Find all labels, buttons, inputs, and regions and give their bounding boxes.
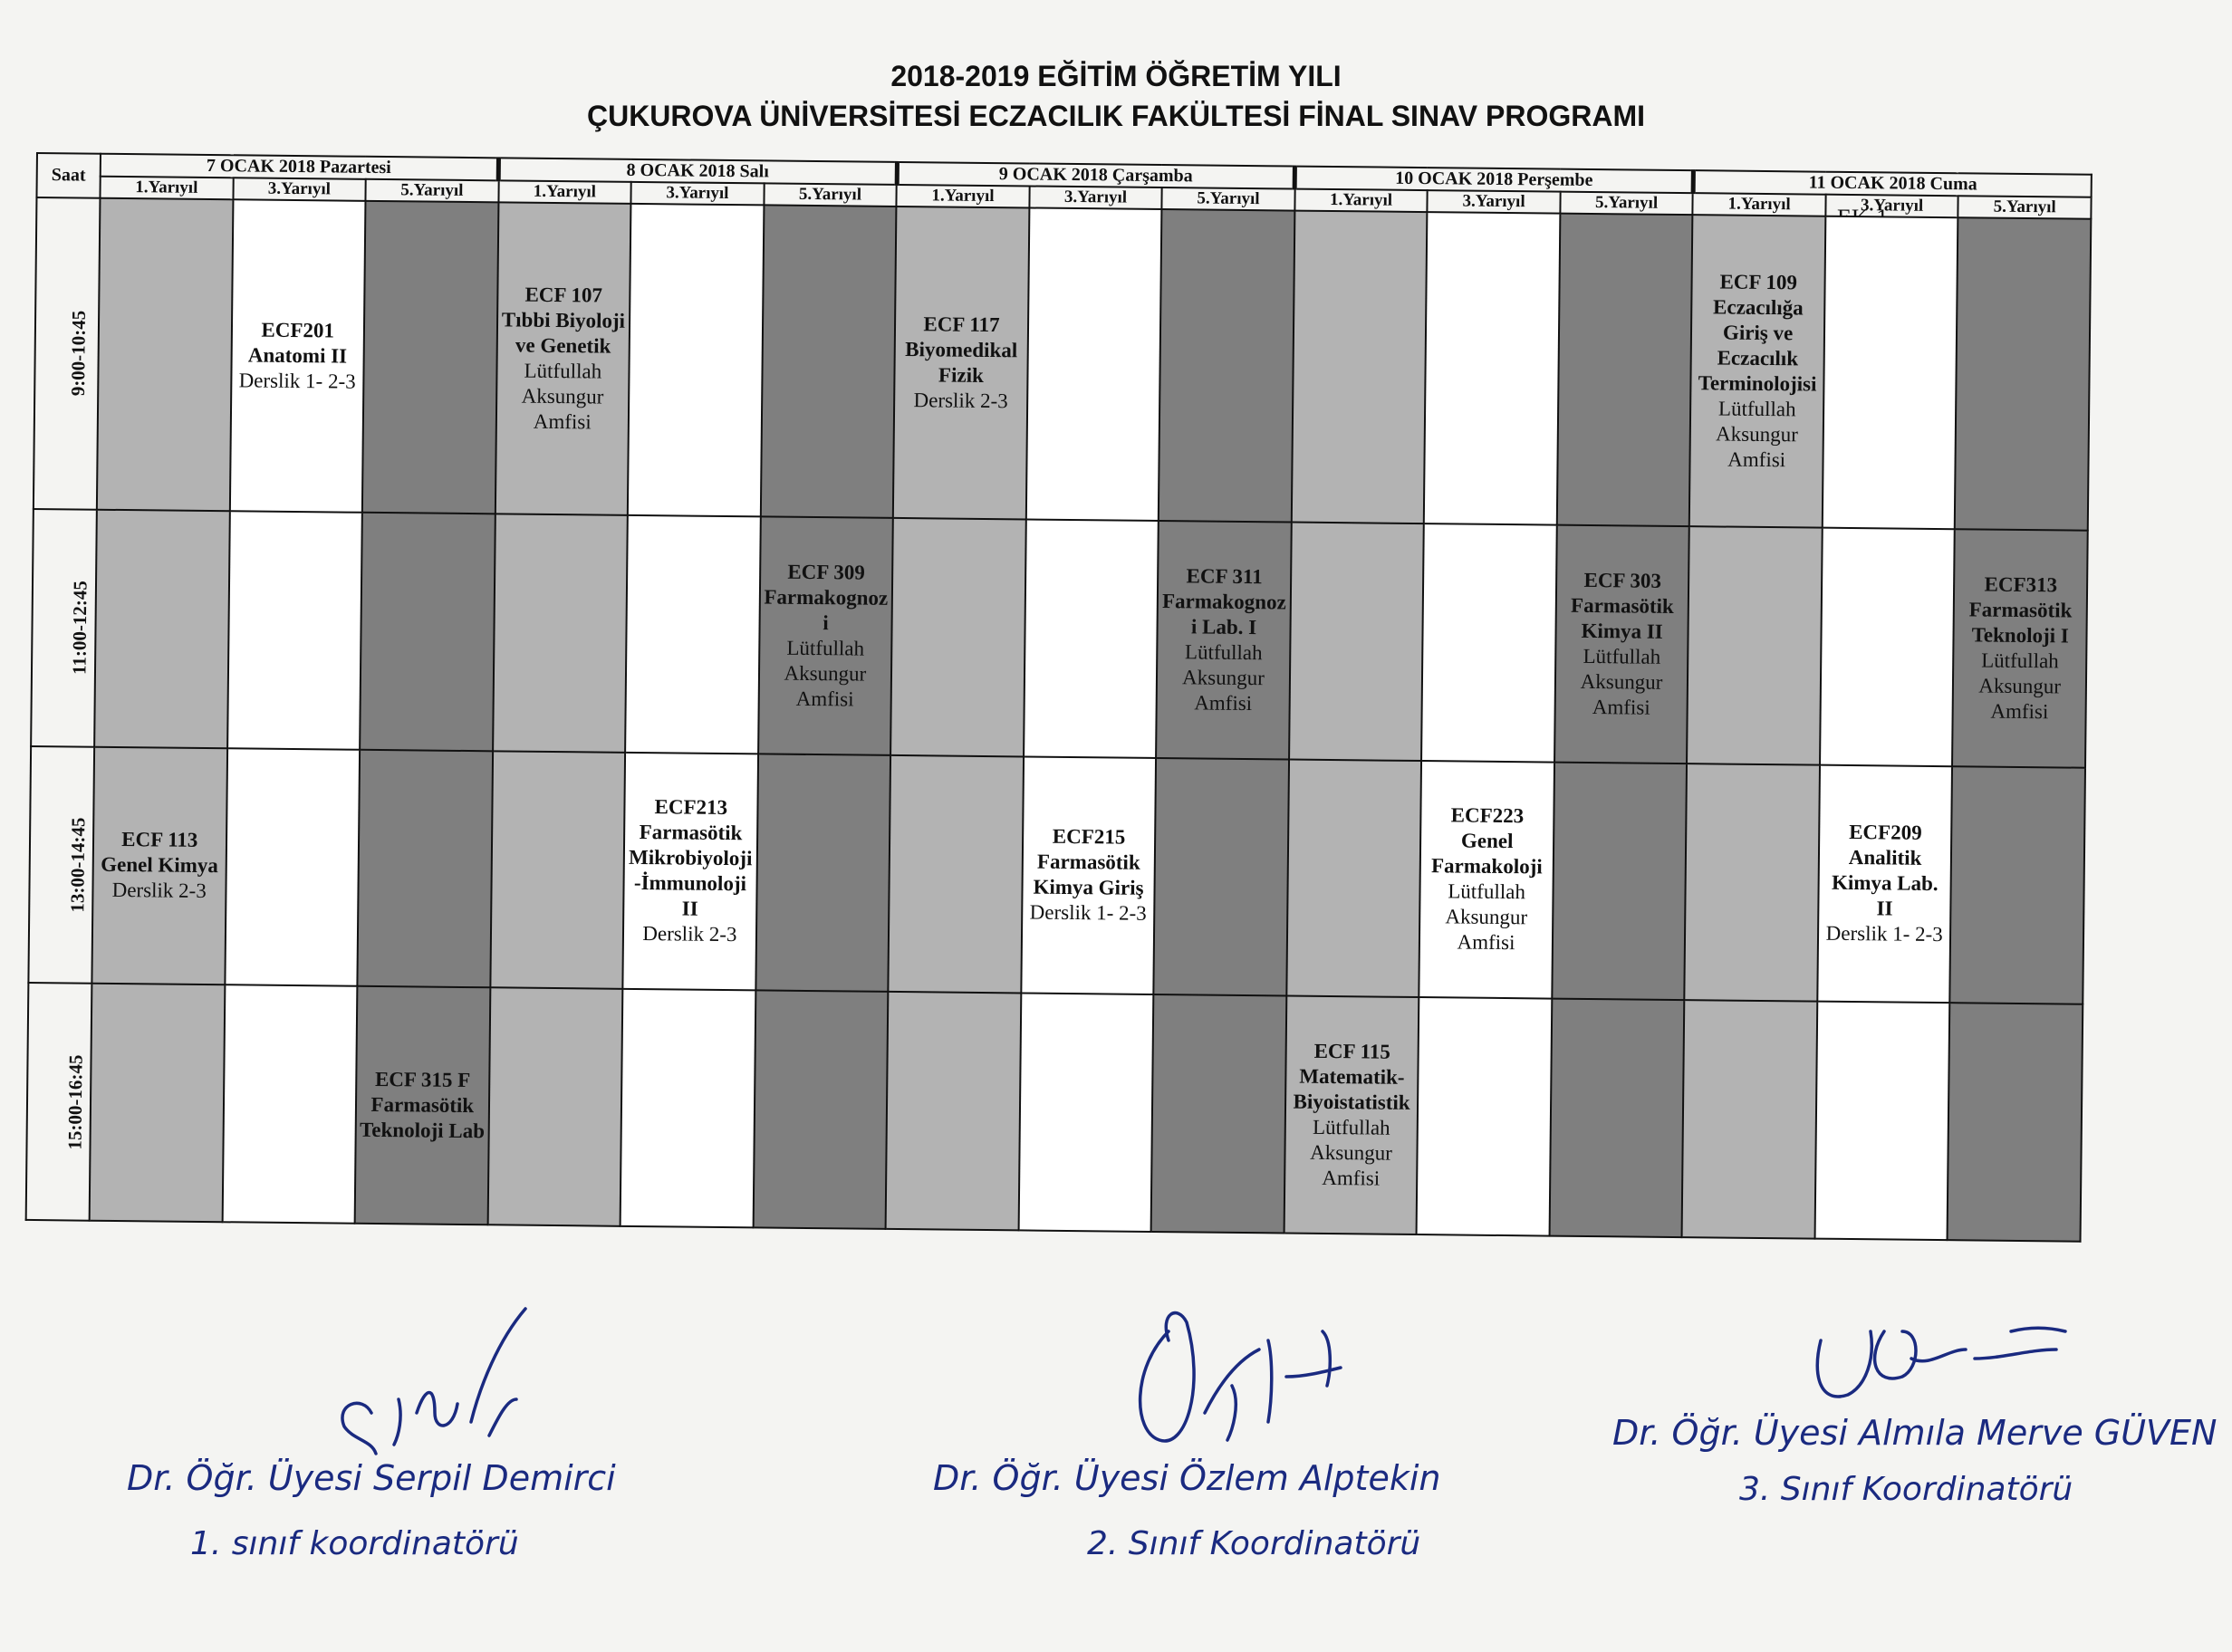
course-entry bbox=[1158, 560, 1290, 721]
course-location: Derslik 1- 2-3 bbox=[1825, 922, 1943, 946]
exam-cell bbox=[1292, 211, 1428, 523]
exam-cell bbox=[1685, 764, 1820, 1002]
semester-header: 1.Yarıyıl bbox=[1693, 193, 1826, 216]
course-name: ECF 309 Farmakognozi bbox=[764, 560, 889, 635]
exam-cell bbox=[1955, 217, 2091, 531]
course-entry bbox=[1554, 877, 1685, 886]
day-header: 10 OCAK 2018 Perşembe bbox=[1294, 167, 1693, 194]
time-slot-text: 11:00-12:45 bbox=[68, 581, 91, 676]
course-entry bbox=[1419, 1112, 1550, 1121]
exam-cell bbox=[1549, 999, 1684, 1237]
course-name bbox=[494, 869, 621, 870]
course-entry bbox=[232, 313, 363, 399]
exam-cell bbox=[886, 992, 1021, 1230]
course-location: Lütfullah Aksungur Amfisi bbox=[521, 359, 604, 434]
exam-cell bbox=[1948, 1003, 2083, 1241]
course-location bbox=[1554, 1118, 1681, 1119]
course-name bbox=[1027, 638, 1155, 639]
signature-scribble bbox=[1140, 1313, 1341, 1441]
exam-cell bbox=[1026, 207, 1162, 520]
course-location bbox=[1158, 876, 1285, 877]
course-name bbox=[1429, 368, 1556, 369]
course-location bbox=[1556, 880, 1684, 881]
course-entry bbox=[100, 351, 231, 360]
course-location bbox=[1163, 365, 1291, 366]
course-entry bbox=[1819, 816, 1951, 952]
time-slot-label bbox=[26, 983, 92, 1220]
exam-cell bbox=[1419, 761, 1554, 999]
course-location bbox=[1030, 363, 1158, 364]
exam-cell bbox=[94, 510, 229, 748]
course-location bbox=[1027, 638, 1155, 639]
coordinator-role: 1. sınıf koordinatörü bbox=[190, 1525, 519, 1562]
exam-cell bbox=[1687, 526, 1822, 764]
course-name bbox=[93, 1102, 221, 1103]
course-location: Lütfullah Aksungur Amfisi bbox=[1310, 1115, 1393, 1190]
semester-header: 1.Yarıyıl bbox=[1294, 189, 1428, 213]
exam-cell bbox=[1286, 759, 1421, 997]
program-title: ÇUKUROVA ÜNİVERSİTESİ ECZACILIK FAKÜLTESİ FİNAL SINAV PROGRAMI bbox=[586, 100, 1646, 132]
course-entry bbox=[1028, 360, 1159, 369]
course-name bbox=[895, 637, 1023, 638]
time-slot-text: 9:00-10:45 bbox=[66, 311, 90, 397]
course-name bbox=[1155, 1113, 1283, 1114]
course-name bbox=[1426, 642, 1554, 643]
course-name bbox=[1293, 640, 1420, 641]
course-location: Derslik 2-3 bbox=[642, 922, 737, 946]
course-entry bbox=[759, 555, 891, 716]
course-entry bbox=[893, 633, 1025, 642]
exam-cell bbox=[1814, 1002, 1949, 1240]
day-header: 7 OCAK 2018 Pazartesi bbox=[101, 154, 499, 181]
course-entry bbox=[1288, 874, 1419, 883]
coordinator-name: Dr. Öğr. Üyesi Özlem Alptekin bbox=[933, 1458, 1441, 1498]
course-name: ECF313 Farmasötik Teknoloji I bbox=[1968, 572, 2073, 648]
course-entry bbox=[1822, 642, 1953, 651]
exam-cell bbox=[225, 748, 360, 986]
course-location: Derslik 1- 2-3 bbox=[1029, 901, 1147, 926]
day-header: 11 OCAK 2018 Cuma bbox=[1693, 170, 2092, 197]
course-name bbox=[1030, 363, 1158, 364]
exam-cell bbox=[1554, 525, 1689, 764]
course-name bbox=[1158, 876, 1285, 877]
exam-cell bbox=[90, 984, 225, 1222]
course-name: ECF201 Anatomi II bbox=[247, 318, 348, 368]
course-name bbox=[361, 868, 489, 869]
signature-block-1 bbox=[127, 1458, 616, 1562]
course-entry bbox=[1025, 634, 1157, 643]
time-slot-row bbox=[26, 983, 2083, 1241]
course-location bbox=[226, 1103, 354, 1104]
course-entry bbox=[1021, 1109, 1152, 1118]
course-entry bbox=[357, 1063, 488, 1148]
course-name bbox=[1295, 367, 1423, 368]
course-name bbox=[367, 357, 495, 358]
course-location bbox=[1023, 1112, 1150, 1113]
exam-cell bbox=[1154, 758, 1289, 996]
semester-header: 5.Yarıyıl bbox=[764, 183, 897, 206]
course-location bbox=[231, 629, 359, 630]
course-entry bbox=[755, 1106, 887, 1115]
course-location: Lütfullah Aksungur Amfisi bbox=[784, 636, 867, 711]
course-location: Lütfullah Aksungur Amfisi bbox=[1445, 879, 1528, 955]
course-name: ECF 113 Genel Kimya bbox=[101, 828, 218, 878]
exam-cell bbox=[890, 518, 1025, 756]
schedule-body bbox=[26, 197, 2092, 1242]
exam-cell bbox=[758, 516, 893, 754]
exam-cell bbox=[622, 752, 757, 990]
course-entry bbox=[1954, 568, 2086, 729]
course-location bbox=[765, 360, 892, 361]
course-location bbox=[1954, 885, 2082, 886]
course-entry bbox=[1958, 370, 2089, 379]
course-name bbox=[1823, 647, 1951, 648]
signature-block-3 bbox=[1612, 1413, 2217, 1508]
course-name bbox=[624, 1108, 752, 1109]
time-slot-label bbox=[34, 197, 101, 510]
semester-header: 1.Yarıyıl bbox=[498, 180, 631, 204]
exam-cell bbox=[490, 751, 625, 989]
course-name: ECF209 Analitik Kimya Lab. II bbox=[1831, 821, 1939, 920]
semester-header: 5.Yarıyıl bbox=[1560, 192, 1693, 216]
course-entry bbox=[1684, 1115, 1815, 1124]
course-name bbox=[765, 360, 892, 361]
course-entry bbox=[763, 357, 894, 366]
academic-year-title: 2018-2019 EĞİTİM ÖĞRETİM YILI bbox=[890, 60, 1342, 92]
exam-cell bbox=[1156, 521, 1291, 759]
exam-cell bbox=[222, 985, 357, 1224]
course-name bbox=[231, 629, 359, 630]
course-location bbox=[895, 637, 1023, 638]
course-entry bbox=[630, 356, 762, 365]
exam-cell bbox=[360, 513, 495, 751]
time-column-header: Saat bbox=[36, 153, 101, 198]
document-header bbox=[0, 56, 2232, 136]
course-entry bbox=[1552, 1114, 1683, 1123]
exam-cell bbox=[495, 202, 630, 514]
course-name bbox=[1688, 882, 1816, 883]
course-entry bbox=[1424, 639, 1555, 648]
course-location: Lütfullah Aksungur Amfisi bbox=[1978, 648, 2062, 724]
course-location bbox=[367, 357, 495, 358]
course-location bbox=[624, 1108, 752, 1109]
exam-cell bbox=[355, 986, 490, 1225]
course-name: ECF223 Genel Farmakoloji bbox=[1430, 803, 1543, 879]
exam-cell bbox=[1820, 528, 1955, 766]
course-name bbox=[757, 1109, 885, 1110]
course-entry bbox=[362, 628, 494, 637]
course-location bbox=[494, 869, 621, 870]
course-name bbox=[1826, 372, 1954, 373]
exam-cell bbox=[493, 514, 628, 752]
course-name bbox=[630, 634, 757, 635]
semester-header: 1.Yarıyıl bbox=[897, 185, 1030, 208]
course-name bbox=[1691, 645, 1819, 646]
course-entry bbox=[890, 869, 1022, 879]
exam-cell bbox=[893, 206, 1029, 519]
course-name bbox=[1951, 1121, 2079, 1122]
exam-cell bbox=[621, 989, 755, 1227]
course-location bbox=[492, 1106, 620, 1107]
semester-header: 5.Yarıyıl bbox=[1958, 196, 2092, 219]
course-name bbox=[1954, 885, 2082, 886]
coordinator-role: 2. Sınıf Koordinatörü bbox=[1087, 1525, 1421, 1562]
course-location bbox=[1691, 645, 1819, 646]
course-location bbox=[1293, 640, 1420, 641]
course-location bbox=[892, 873, 1020, 874]
course-location bbox=[228, 867, 356, 868]
signature-scribble bbox=[342, 1309, 525, 1454]
course-name: ECF215 Farmasötik Kimya Giriş bbox=[1033, 825, 1144, 900]
course-entry bbox=[1949, 1118, 2081, 1127]
exam-cell bbox=[628, 204, 764, 516]
course-name: ECF 117 Biyomedikal Fizik bbox=[905, 312, 1018, 387]
exam-cell bbox=[1021, 756, 1156, 994]
course-entry bbox=[1824, 369, 1956, 378]
course-location bbox=[361, 868, 489, 869]
course-name bbox=[228, 867, 356, 868]
course-location bbox=[1426, 642, 1554, 643]
exam-cell bbox=[753, 991, 888, 1229]
course-entry bbox=[1294, 363, 1425, 372]
exam-cell bbox=[1557, 214, 1693, 526]
time-slot-row bbox=[31, 509, 2088, 767]
course-name bbox=[496, 632, 624, 633]
exam-cell bbox=[1421, 523, 1556, 762]
exam-cell bbox=[1151, 994, 1286, 1233]
course-entry bbox=[622, 1104, 754, 1113]
exam-cell bbox=[227, 511, 362, 749]
semester-header: 3.Yarıyıl bbox=[233, 178, 366, 201]
semester-header: 3.Yarıyıl bbox=[1029, 186, 1162, 209]
exam-cell bbox=[487, 988, 622, 1226]
course-name bbox=[492, 1106, 620, 1107]
course-entry bbox=[360, 864, 491, 873]
exam-cell bbox=[1424, 212, 1560, 524]
course-location bbox=[1290, 878, 1418, 879]
course-name: ECF 107 Tıbbi Biyoloji ve Genetik bbox=[501, 283, 626, 358]
course-location bbox=[1420, 1116, 1548, 1117]
course-entry bbox=[1559, 366, 1690, 375]
course-name bbox=[1023, 1112, 1150, 1113]
course-name bbox=[1290, 878, 1418, 879]
course-location: Lütfullah Aksungur Amfisi bbox=[1580, 644, 1663, 719]
course-entry bbox=[495, 629, 626, 638]
course-entry bbox=[365, 353, 496, 362]
course-location bbox=[1823, 647, 1951, 648]
course-entry bbox=[1291, 637, 1422, 646]
exam-cell bbox=[91, 746, 226, 984]
course-name bbox=[226, 1103, 354, 1104]
course-location bbox=[757, 1109, 885, 1110]
time-slot-text: 13:00-14:45 bbox=[66, 817, 90, 913]
time-slot-row bbox=[34, 197, 2091, 531]
semester-header: 5.Yarıyıl bbox=[366, 179, 499, 203]
exam-cell bbox=[1024, 519, 1159, 757]
course-entry bbox=[1420, 800, 1553, 961]
course-location bbox=[1688, 882, 1816, 883]
course-entry bbox=[895, 308, 1027, 418]
signature-scribble bbox=[1817, 1328, 2065, 1397]
exam-cell bbox=[1950, 766, 2085, 1004]
time-slot-label bbox=[28, 746, 94, 984]
course-entry bbox=[91, 1099, 223, 1108]
course-entry bbox=[229, 626, 361, 635]
course-entry bbox=[1156, 872, 1287, 881]
day-header: 8 OCAK 2018 Salı bbox=[498, 158, 897, 185]
exam-cell bbox=[889, 755, 1024, 994]
course-location bbox=[93, 1102, 221, 1103]
course-location bbox=[1951, 1121, 2079, 1122]
exam-cell bbox=[1682, 1000, 1817, 1238]
exam-cell bbox=[357, 749, 492, 987]
exam-cell bbox=[229, 199, 365, 512]
course-entry bbox=[1161, 361, 1293, 370]
course-entry bbox=[490, 1102, 621, 1111]
time-slot-label bbox=[31, 509, 97, 746]
coordinator-name: Dr. Öğr. Üyesi Almıla Merve GÜVEN bbox=[1612, 1413, 2218, 1453]
course-location bbox=[1959, 373, 2087, 374]
course-entry bbox=[1952, 881, 2083, 890]
course-entry bbox=[1023, 821, 1155, 931]
course-location bbox=[1295, 367, 1423, 368]
course-entry bbox=[93, 823, 225, 908]
course-location bbox=[1155, 1113, 1283, 1114]
course-entry bbox=[1555, 563, 1688, 725]
course-location bbox=[890, 1110, 1017, 1111]
course-location: Derslik 2-3 bbox=[111, 879, 207, 903]
course-entry bbox=[1153, 1109, 1284, 1119]
course-location bbox=[1429, 368, 1556, 369]
coordinator-name: Dr. Öğr. Üyesi Serpil Demirci bbox=[127, 1458, 616, 1498]
course-name bbox=[1819, 1120, 1947, 1121]
course-location bbox=[630, 634, 757, 635]
course-name: ECF213 Farmasötik Mikrobiyoloji-İmmunoloji II bbox=[628, 795, 753, 921]
course-name bbox=[1556, 880, 1684, 881]
exam-cell bbox=[1289, 523, 1424, 761]
course-location bbox=[1826, 372, 1954, 373]
course-entry bbox=[757, 869, 889, 878]
course-entry bbox=[496, 278, 629, 439]
exam-cell bbox=[1817, 764, 1952, 1003]
course-location: Derslik 2-3 bbox=[913, 389, 1008, 413]
course-name bbox=[1959, 373, 2087, 374]
exam-cell bbox=[1952, 529, 2087, 767]
course-entry bbox=[1689, 641, 1821, 650]
course-name bbox=[890, 1110, 1017, 1111]
course-name bbox=[101, 354, 229, 355]
course-location bbox=[101, 354, 229, 355]
course-name bbox=[364, 631, 492, 632]
exam-cell bbox=[1284, 996, 1419, 1234]
course-location bbox=[364, 631, 492, 632]
exam-cell bbox=[1018, 994, 1153, 1232]
course-entry bbox=[1687, 879, 1818, 888]
course-name: ECF 109 Eczacılığa Giriş ve Eczacılık Terminolojisi bbox=[1698, 270, 1817, 396]
course-name bbox=[1554, 1118, 1681, 1119]
exam-cell bbox=[1552, 762, 1687, 1000]
signature-block-2 bbox=[933, 1458, 1440, 1562]
exam-cell bbox=[1689, 215, 1825, 527]
course-entry bbox=[1817, 1117, 1948, 1126]
exam-cell bbox=[1159, 209, 1294, 522]
course-name bbox=[759, 872, 887, 873]
course-entry bbox=[492, 866, 623, 875]
semester-header: 1.Yarıyıl bbox=[100, 177, 233, 200]
semester-header: 5.Yarıyıl bbox=[1162, 187, 1295, 211]
course-name: ECF 303 Farmasötik Kimya II bbox=[1570, 568, 1674, 643]
exam-cell bbox=[625, 515, 760, 754]
course-location bbox=[1819, 1120, 1947, 1121]
semester-header: 3.Yarıyıl bbox=[1428, 190, 1561, 214]
course-name: ECF 315 F Farmasötik Teknoloji Lab bbox=[359, 1068, 486, 1143]
course-name bbox=[892, 873, 1020, 874]
course-location bbox=[759, 872, 887, 873]
course-name bbox=[1420, 1116, 1548, 1117]
time-slot-text: 15:00-16:45 bbox=[63, 1054, 87, 1150]
exam-cell bbox=[1417, 997, 1552, 1235]
exam-cell bbox=[760, 205, 896, 517]
course-name: ECF 115 Matematik-Biyoistatistik bbox=[1293, 1039, 1410, 1115]
course-entry bbox=[225, 1100, 356, 1109]
course-entry bbox=[96, 625, 227, 634]
course-entry bbox=[1427, 364, 1558, 373]
exam-cell bbox=[362, 201, 498, 514]
course-entry bbox=[624, 791, 756, 952]
course-entry bbox=[1691, 265, 1824, 477]
course-entry bbox=[888, 1107, 1019, 1116]
course-location: Derslik 1- 2-3 bbox=[238, 369, 356, 393]
coordinator-role: 3. Sınıf Koordinatörü bbox=[1739, 1471, 2073, 1508]
semester-header: 3.Yarıyıl bbox=[631, 182, 765, 206]
day-header: 9 OCAK 2018 Çarşamba bbox=[897, 162, 1295, 189]
exam-cell bbox=[1823, 216, 1958, 529]
course-name: ECF 311 Farmakognozi Lab. I bbox=[1161, 564, 1286, 639]
course-location bbox=[496, 632, 624, 633]
course-location: Lütfullah Aksungur Amfisi bbox=[1715, 397, 1798, 472]
course-entry bbox=[628, 630, 759, 639]
course-entry bbox=[226, 863, 358, 872]
time-slot-row bbox=[28, 746, 2085, 1004]
exam-schedule-table bbox=[25, 152, 2092, 1243]
course-name bbox=[1163, 365, 1291, 366]
exam-cell bbox=[755, 754, 890, 992]
course-entry bbox=[1285, 1035, 1418, 1196]
semester-header: 3.Yarıyıl bbox=[1825, 195, 1958, 218]
exam-cell bbox=[97, 198, 233, 511]
course-location: Lütfullah Aksungur Amfisi bbox=[1182, 640, 1265, 715]
